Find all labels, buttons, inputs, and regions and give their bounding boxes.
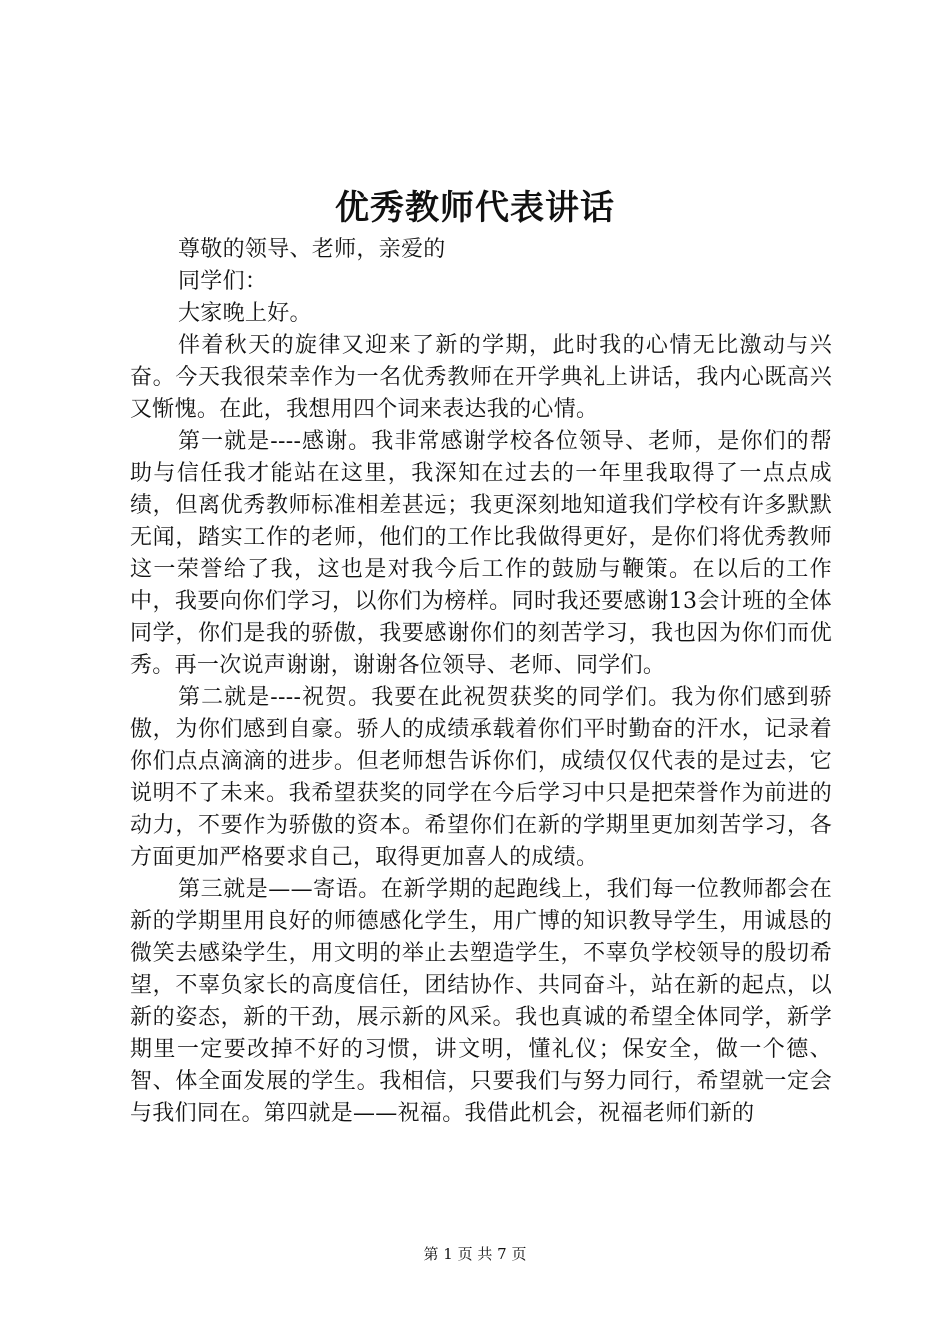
salutation-line: 尊敬的领导、老师，亲爱的 <box>178 237 446 262</box>
page-number-footer: 第 1 页 共 7 页 <box>423 1245 527 1263</box>
greeting-paragraph: 大家晚上好。 <box>178 301 312 326</box>
salutation-line-continued: 同学们： <box>178 269 268 294</box>
thanks-paragraph: 第一就是----感谢。我非常感谢学校各位领导、老师，是你们的帮助与信任我才能站在这里，我深知在过去的一年里我取得了一点点成绩，但离优秀教师标准相差甚远；我更深刻地知道我们学校有许多默默无闻，踏实工作的老师，他们的工作比我做得更好，是你们将优秀教师这一荣誉给了我，这也是对我今后工作的鼓励与鞭策。在以后的工作中，我要向你们学习，以你们为榜样。同时我还要感谢13会计班的全体同学，你们是我的骄傲，我要感谢你们的刻苦学习，我也因为你们而优秀。再一次说声谢谢，谢谢各位领导、老师、同学们。 <box>130 429 832 678</box>
message-paragraph: 第三就是——寄语。在新学期的起跑线上，我们每一位教师都会在新的学期里用良好的师德感化学生，用广博的知识教导学生，用诚恳的微笑去感染学生，用文明的举止去塑造学生，不辜负学校领导的殷切希望，不辜负家长的高度信任，团结协作、共同奋斗，站在新的起点，以新的姿态，新的干劲，展示新的风采。我也真诚的希望全体同学，新学期里一定要改掉不好的习惯，讲文明，懂礼仪；保安全，做一个德、智、体全面发展的学生。我相信，只要我们与努力同行，希望就一定会与我们同在。第四就是——祝福。我借此机会，祝福老师们新的 <box>130 877 832 1126</box>
document-body <box>130 234 832 1130</box>
intro-paragraph: 伴着秋天的旋律又迎来了新的学期，此时我的心情无比激动与兴奋。今天我很荣幸作为一名优秀教师在开学典礼上讲话，我内心既高兴又惭愧。在此，我想用四个词来表达我的心情。 <box>130 333 832 422</box>
page-title: 优秀教师代表讲话 <box>335 188 615 228</box>
congratulations-paragraph: 第二就是----祝贺。我要在此祝贺获奖的同学们。我为你们感到骄傲，为你们感到自豪。骄人的成绩承载着你们平时勤奋的汗水，记录着你们点点滴滴的进步。但老师想告诉你们，成绩仅仅代表的是过去，它说明不了未来。我希望获奖的同学在今后学习中只是把荣誉作为前进的动力，不要作为骄傲的资本。希望你们在新的学期里更加刻苦学习，各方面更加严格要求自己，取得更加喜人的成绩。 <box>130 685 832 870</box>
